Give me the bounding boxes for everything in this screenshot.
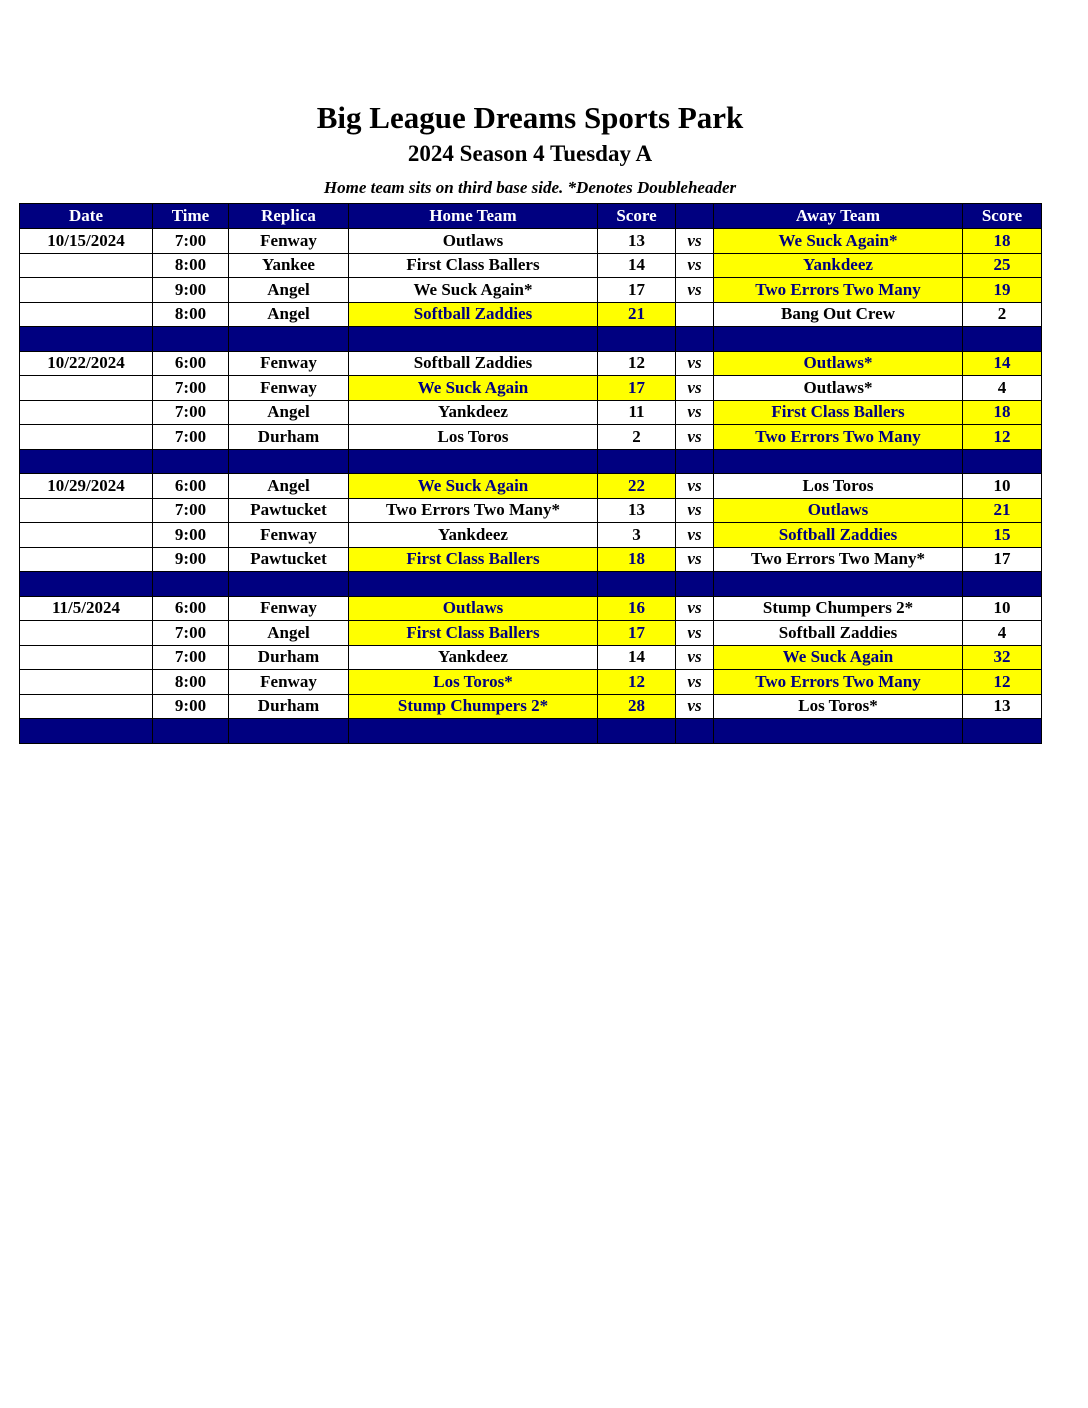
separator-cell xyxy=(20,572,153,597)
vs-cell: vs xyxy=(676,645,714,670)
away-score-cell: 4 xyxy=(963,376,1042,401)
away-score-cell: 13 xyxy=(963,694,1042,719)
time-cell: 6:00 xyxy=(153,474,229,499)
away-team-cell: Los Toros xyxy=(714,474,963,499)
home-team-cell: Outlaws xyxy=(349,229,598,254)
date-cell: 10/15/2024 xyxy=(20,229,153,254)
date-cell xyxy=(20,694,153,719)
away-team-cell: Yankdeez xyxy=(714,253,963,278)
table-row xyxy=(20,278,1042,303)
away-score-cell: 21 xyxy=(963,498,1042,523)
col-header-replica: Replica xyxy=(229,204,349,229)
separator-cell xyxy=(598,719,676,744)
home-score-cell: 16 xyxy=(598,596,676,621)
table-row xyxy=(20,229,1042,254)
date-cell: 10/29/2024 xyxy=(20,474,153,499)
table-row xyxy=(20,474,1042,499)
time-cell: 9:00 xyxy=(153,278,229,303)
vs-cell: vs xyxy=(676,498,714,523)
away-score-cell: 12 xyxy=(963,670,1042,695)
separator-cell xyxy=(676,449,714,474)
vs-cell: vs xyxy=(676,547,714,572)
time-cell: 6:00 xyxy=(153,351,229,376)
home-score-cell: 2 xyxy=(598,425,676,450)
away-score-cell: 18 xyxy=(963,400,1042,425)
away-team-cell: Two Errors Two Many xyxy=(714,278,963,303)
table-row xyxy=(20,253,1042,278)
home-team-cell: First Class Ballers xyxy=(349,253,598,278)
replica-cell: Angel xyxy=(229,302,349,327)
home-score-cell: 18 xyxy=(598,547,676,572)
vs-cell: vs xyxy=(676,400,714,425)
away-team-cell: We Suck Again xyxy=(714,645,963,670)
away-team-cell: Two Errors Two Many xyxy=(714,425,963,450)
replica-cell: Fenway xyxy=(229,229,349,254)
home-score-cell: 21 xyxy=(598,302,676,327)
separator-cell xyxy=(20,719,153,744)
home-team-cell: We Suck Again* xyxy=(349,278,598,303)
replica-cell: Fenway xyxy=(229,596,349,621)
home-team-cell: Yankdeez xyxy=(349,523,598,548)
date-cell xyxy=(20,425,153,450)
replica-cell: Fenway xyxy=(229,376,349,401)
week-separator-row xyxy=(20,327,1042,352)
separator-cell xyxy=(714,449,963,474)
separator-cell xyxy=(229,449,349,474)
separator-cell xyxy=(349,719,598,744)
page-note: Home team sits on third base side. *Denotes Doubleheader xyxy=(323,178,737,197)
date-cell: 10/22/2024 xyxy=(20,351,153,376)
vs-cell: vs xyxy=(676,694,714,719)
col-header-date: Date xyxy=(20,204,153,229)
home-score-cell: 12 xyxy=(598,670,676,695)
away-score-cell: 10 xyxy=(963,596,1042,621)
separator-cell xyxy=(598,327,676,352)
away-score-cell: 15 xyxy=(963,523,1042,548)
home-score-cell: 13 xyxy=(598,498,676,523)
separator-cell xyxy=(229,327,349,352)
vs-cell: vs xyxy=(676,621,714,646)
table-row xyxy=(20,621,1042,646)
separator-cell xyxy=(963,327,1042,352)
separator-cell xyxy=(963,572,1042,597)
time-cell: 7:00 xyxy=(153,645,229,670)
vs-cell: vs xyxy=(676,278,714,303)
time-cell: 9:00 xyxy=(153,523,229,548)
away-team-cell: Stump Chumpers 2* xyxy=(714,596,963,621)
away-team-cell: Outlaws xyxy=(714,498,963,523)
home-score-cell: 12 xyxy=(598,351,676,376)
away-score-cell: 25 xyxy=(963,253,1042,278)
replica-cell: Angel xyxy=(229,474,349,499)
home-team-cell: We Suck Again xyxy=(349,376,598,401)
table-row xyxy=(20,523,1042,548)
table-row xyxy=(20,645,1042,670)
away-team-cell: Softball Zaddies xyxy=(714,523,963,548)
away-score-cell: 17 xyxy=(963,547,1042,572)
time-cell: 7:00 xyxy=(153,400,229,425)
home-team-cell: We Suck Again xyxy=(349,474,598,499)
separator-cell xyxy=(963,449,1042,474)
vs-cell: vs xyxy=(676,523,714,548)
separator-cell xyxy=(153,327,229,352)
away-team-cell: Softball Zaddies xyxy=(714,621,963,646)
replica-cell: Durham xyxy=(229,645,349,670)
home-team-cell: Yankdeez xyxy=(349,400,598,425)
away-team-cell: First Class Ballers xyxy=(714,400,963,425)
time-cell: 8:00 xyxy=(153,670,229,695)
home-team-cell: Los Toros* xyxy=(349,670,598,695)
separator-cell xyxy=(229,572,349,597)
date-cell xyxy=(20,547,153,572)
time-cell: 8:00 xyxy=(153,302,229,327)
col-header-away-team: Away Team xyxy=(714,204,963,229)
date-cell xyxy=(20,400,153,425)
away-team-cell: Outlaws* xyxy=(714,376,963,401)
separator-cell xyxy=(598,449,676,474)
replica-cell: Fenway xyxy=(229,670,349,695)
time-cell: 7:00 xyxy=(153,376,229,401)
home-team-cell: Los Toros xyxy=(349,425,598,450)
vs-cell: vs xyxy=(676,596,714,621)
away-score-cell: 2 xyxy=(963,302,1042,327)
replica-cell: Angel xyxy=(229,278,349,303)
home-team-cell: Softball Zaddies xyxy=(349,302,598,327)
away-team-cell: Two Errors Two Many xyxy=(714,670,963,695)
vs-cell: vs xyxy=(676,376,714,401)
date-cell xyxy=(20,523,153,548)
table-row xyxy=(20,596,1042,621)
away-score-cell: 32 xyxy=(963,645,1042,670)
date-cell xyxy=(20,621,153,646)
table-row xyxy=(20,376,1042,401)
week-separator-row xyxy=(20,572,1042,597)
home-score-cell: 17 xyxy=(598,278,676,303)
home-score-cell: 14 xyxy=(598,253,676,278)
separator-cell xyxy=(153,572,229,597)
time-cell: 9:00 xyxy=(153,547,229,572)
home-team-cell: Yankdeez xyxy=(349,645,598,670)
separator-cell xyxy=(714,719,963,744)
away-team-cell: Bang Out Crew xyxy=(714,302,963,327)
time-cell: 6:00 xyxy=(153,596,229,621)
home-team-cell: Softball Zaddies xyxy=(349,351,598,376)
separator-cell xyxy=(676,719,714,744)
away-score-cell: 14 xyxy=(963,351,1042,376)
home-score-cell: 17 xyxy=(598,376,676,401)
replica-cell: Angel xyxy=(229,621,349,646)
table-row xyxy=(20,498,1042,523)
away-score-cell: 4 xyxy=(963,621,1042,646)
separator-cell xyxy=(229,719,349,744)
home-team-cell: Outlaws xyxy=(349,596,598,621)
time-cell: 7:00 xyxy=(153,425,229,450)
home-team-cell: First Class Ballers xyxy=(349,547,598,572)
separator-cell xyxy=(963,719,1042,744)
table-row xyxy=(20,670,1042,695)
schedule-table xyxy=(19,203,1042,744)
replica-cell: Yankee xyxy=(229,253,349,278)
table-row xyxy=(20,351,1042,376)
separator-cell xyxy=(20,449,153,474)
page-subtitle: 2024 Season 4 Tuesday A xyxy=(407,141,653,166)
table-row xyxy=(20,302,1042,327)
time-cell: 7:00 xyxy=(153,229,229,254)
date-cell xyxy=(20,253,153,278)
col-header-home-score: Score xyxy=(598,204,676,229)
date-cell xyxy=(20,376,153,401)
separator-cell xyxy=(153,449,229,474)
separator-cell xyxy=(349,572,598,597)
vs-cell: vs xyxy=(676,670,714,695)
home-team-cell: Two Errors Two Many* xyxy=(349,498,598,523)
col-header-time: Time xyxy=(153,204,229,229)
away-score-cell: 12 xyxy=(963,425,1042,450)
replica-cell: Angel xyxy=(229,400,349,425)
away-team-cell: Los Toros* xyxy=(714,694,963,719)
home-score-cell: 14 xyxy=(598,645,676,670)
time-cell: 7:00 xyxy=(153,498,229,523)
away-score-cell: 10 xyxy=(963,474,1042,499)
home-score-cell: 11 xyxy=(598,400,676,425)
away-team-cell: Two Errors Two Many* xyxy=(714,547,963,572)
date-cell xyxy=(20,645,153,670)
table-row xyxy=(20,694,1042,719)
home-score-cell: 17 xyxy=(598,621,676,646)
separator-cell xyxy=(714,327,963,352)
header-row xyxy=(20,204,1042,229)
replica-cell: Pawtucket xyxy=(229,498,349,523)
home-team-cell: Stump Chumpers 2* xyxy=(349,694,598,719)
home-score-cell: 3 xyxy=(598,523,676,548)
away-team-cell: We Suck Again* xyxy=(714,229,963,254)
separator-cell xyxy=(714,572,963,597)
vs-cell: vs xyxy=(676,351,714,376)
home-score-cell: 22 xyxy=(598,474,676,499)
home-score-cell: 28 xyxy=(598,694,676,719)
separator-cell xyxy=(153,719,229,744)
vs-cell: vs xyxy=(676,229,714,254)
replica-cell: Durham xyxy=(229,425,349,450)
table-row xyxy=(20,425,1042,450)
separator-cell xyxy=(349,327,598,352)
vs-cell: vs xyxy=(676,425,714,450)
time-cell: 9:00 xyxy=(153,694,229,719)
vs-cell: vs xyxy=(676,474,714,499)
separator-cell xyxy=(676,327,714,352)
date-cell xyxy=(20,670,153,695)
col-header-away-score: Score xyxy=(963,204,1042,229)
schedule-body xyxy=(20,229,1042,744)
week-separator-row xyxy=(20,719,1042,744)
time-cell: 7:00 xyxy=(153,621,229,646)
replica-cell: Fenway xyxy=(229,523,349,548)
date-cell xyxy=(20,278,153,303)
separator-cell xyxy=(349,449,598,474)
page-title: Big League Dreams Sports Park xyxy=(316,100,744,135)
col-header-vs xyxy=(676,204,714,229)
date-cell xyxy=(20,498,153,523)
home-score-cell: 13 xyxy=(598,229,676,254)
col-header-home-team: Home Team xyxy=(349,204,598,229)
date-cell: 11/5/2024 xyxy=(20,596,153,621)
away-score-cell: 18 xyxy=(963,229,1042,254)
date-cell xyxy=(20,302,153,327)
vs-cell xyxy=(676,302,714,327)
home-team-cell: First Class Ballers xyxy=(349,621,598,646)
separator-cell xyxy=(20,327,153,352)
table-row xyxy=(20,400,1042,425)
away-team-cell: Outlaws* xyxy=(714,351,963,376)
separator-cell xyxy=(598,572,676,597)
away-score-cell: 19 xyxy=(963,278,1042,303)
replica-cell: Pawtucket xyxy=(229,547,349,572)
replica-cell: Durham xyxy=(229,694,349,719)
time-cell: 8:00 xyxy=(153,253,229,278)
replica-cell: Fenway xyxy=(229,351,349,376)
vs-cell: vs xyxy=(676,253,714,278)
table-row xyxy=(20,547,1042,572)
week-separator-row xyxy=(20,449,1042,474)
separator-cell xyxy=(676,572,714,597)
